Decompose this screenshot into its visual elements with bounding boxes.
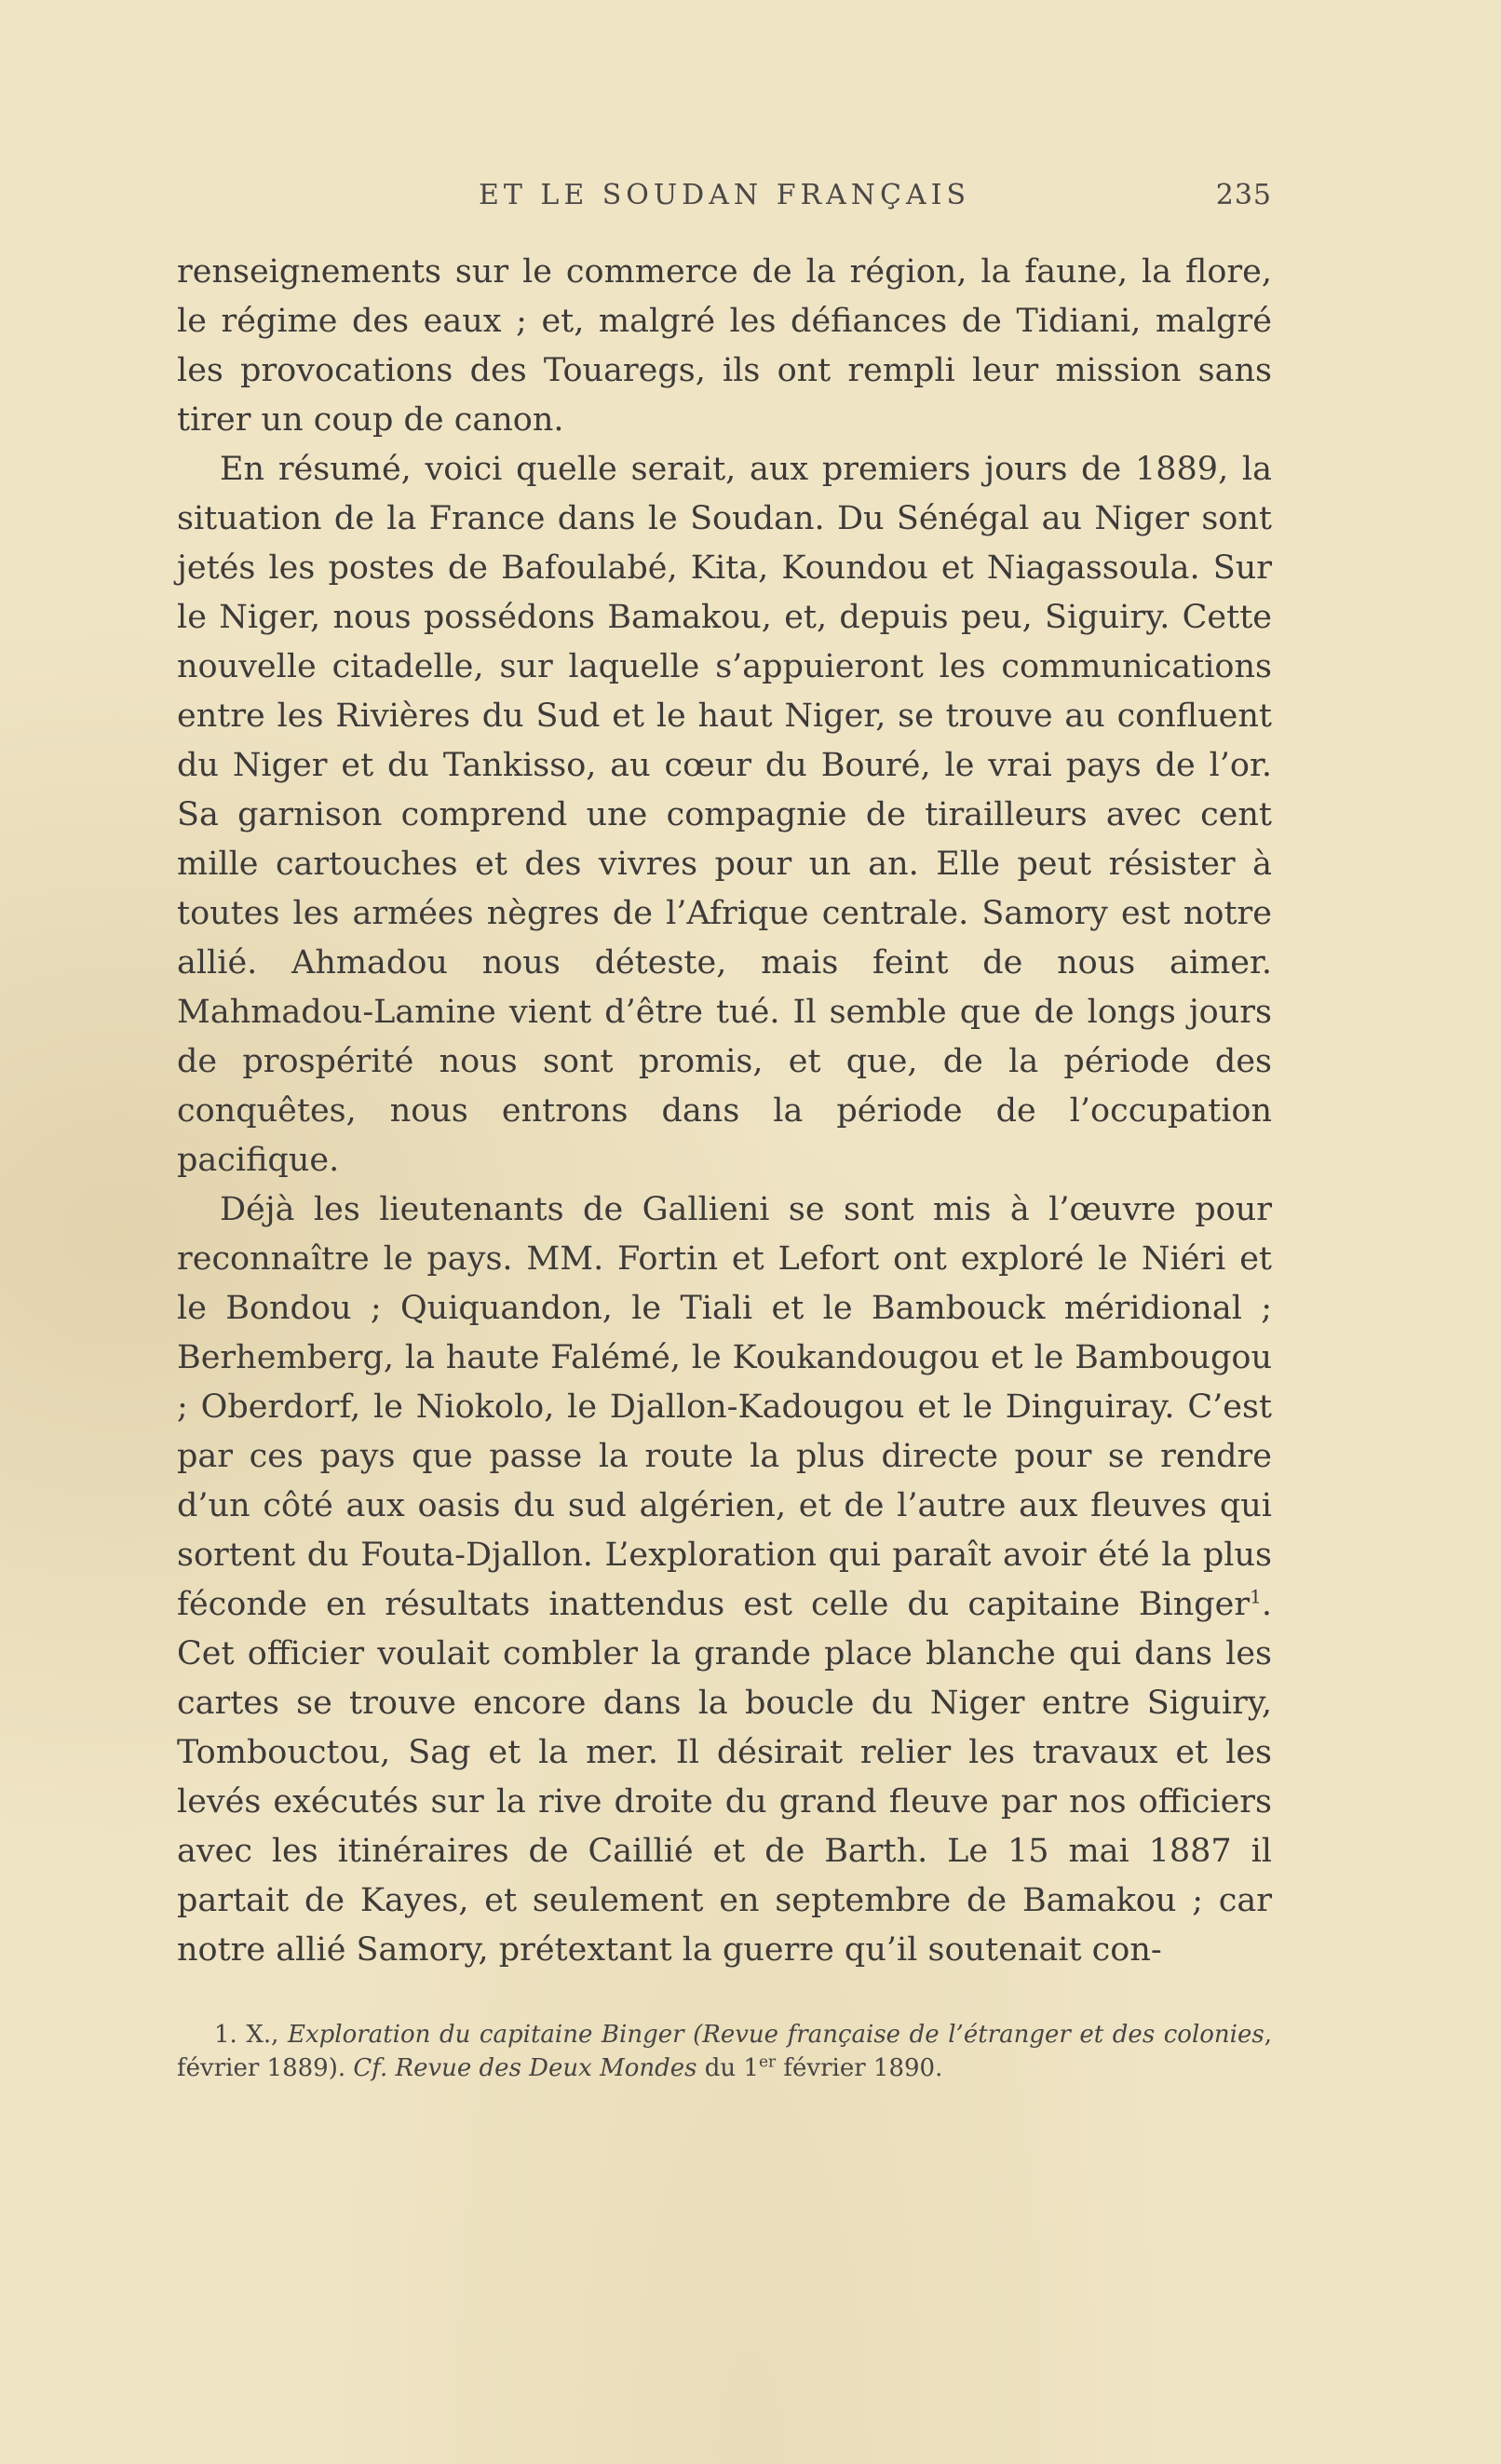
paragraph-explorations: [177, 1185, 1272, 1975]
footnote-cf: Cf. Revue des Deux Mondes: [353, 2054, 697, 2082]
paragraph-continuation: renseignements sur le commerce de la région, la faune, la flore, le régime des eaux ; et, malgré les défiances de Tidiani, malgré les provocations des Touaregs, ils ont rempli leur mission sans tirer un coup de canon.: [177, 253, 1272, 439]
paragraph-explorations-text-2: . Cet officier voulait combler la grande place blanche qui dans les cartes se trouve encore dans la boucle du Niger entre Siguiry, Tombouctou, Sag et la mer. Il désirait relier les travaux et les levés exécutés sur la rive droite du grand fleuve par nos officiers avec les itinéraires de Caillié et de Barth. Le 15 mai 1887 il partait de Kayes, et seulement en septembre de Bamakou ; car notre allié Samory, prétextant la guerre qu’il soutenait con-: [177, 1586, 1272, 1969]
paragraph-summary: En résumé, voici quelle serait, aux premiers jours de 1889, la situation de la France dans le Soudan. Du Sénégal au Niger sont jetés les postes de Bafoulabé, Kita, Koundou et Niagassoula. Sur le Niger, nous possédons Bamakou, et, depuis peu, Siguiry. Cette nouvelle citadelle, sur laquelle s’appuieront les communications entre les Rivières du Sud et le haut Niger, se trouve au confluent du Niger et du Tankisso, au cœur du Bouré, le vrai pays de l’or. Sa garnison comprend une compagnie de tirailleurs avec cent mille cartouches et des vivres pour un an. Elle peut résister à toutes les armées nègres de l’Afrique centrale. Samory est notre allié. Ahmadou nous déteste, mais feint de nous aimer. Mahmadou-Lamine vient d’être tué. Il semble que de longs jours de prospérité nous sont promis, et que, de la période des conquêtes, nous entrons dans la période de l’occupation pacifique.: [177, 451, 1272, 1179]
footnotes: [177, 2018, 1272, 2085]
running-title: ET LE SOUDAN FRANÇAIS: [478, 179, 971, 211]
footnote-date: , février 1889).: [177, 2021, 1272, 2082]
footnote-reference: 1: [1250, 1585, 1262, 1608]
footnote-1: [177, 2018, 1272, 2085]
page-number: 235: [1215, 179, 1272, 211]
running-header: [177, 179, 1272, 220]
book-page: [177, 179, 1272, 2085]
paragraph-explorations-text-1: Déjà les lieutenants de Gallieni se sont mis à l’œuvre pour reconnaître le pays. MM. Fortin et Lefort ont exploré le Niéri et le Bondou ; Quiquandon, le Tiali et le Bambouck méridional ; Berhemberg, la haute Falémé, le Koukandougou et le Bambougou ; Oberdorf, le Niokolo, le Djallon-Kadougou et le Dinguiray. C’est par ces pays que passe la route la plus directe pour se rendre d’un côté aux oasis du sud algérien, et de l’autre aux fleuves qui sortent du Fouta-Djallon. L’exploration qui paraît avoir été la plus féconde en résultats inattendus est celle du capitaine Binger: [177, 1191, 1272, 1623]
footnote-title: Exploration du capitaine Binger (Revue française de l’étranger et des colonies: [288, 2021, 1264, 2049]
body-text: [177, 248, 1272, 1975]
footnote-tail-suffix: février 1890.: [776, 2054, 943, 2082]
footnote-tail-prefix: du 1: [696, 2054, 759, 2082]
footnote-superscript: er: [758, 2052, 777, 2072]
footnote-number: 1. X.,: [214, 2021, 289, 2049]
